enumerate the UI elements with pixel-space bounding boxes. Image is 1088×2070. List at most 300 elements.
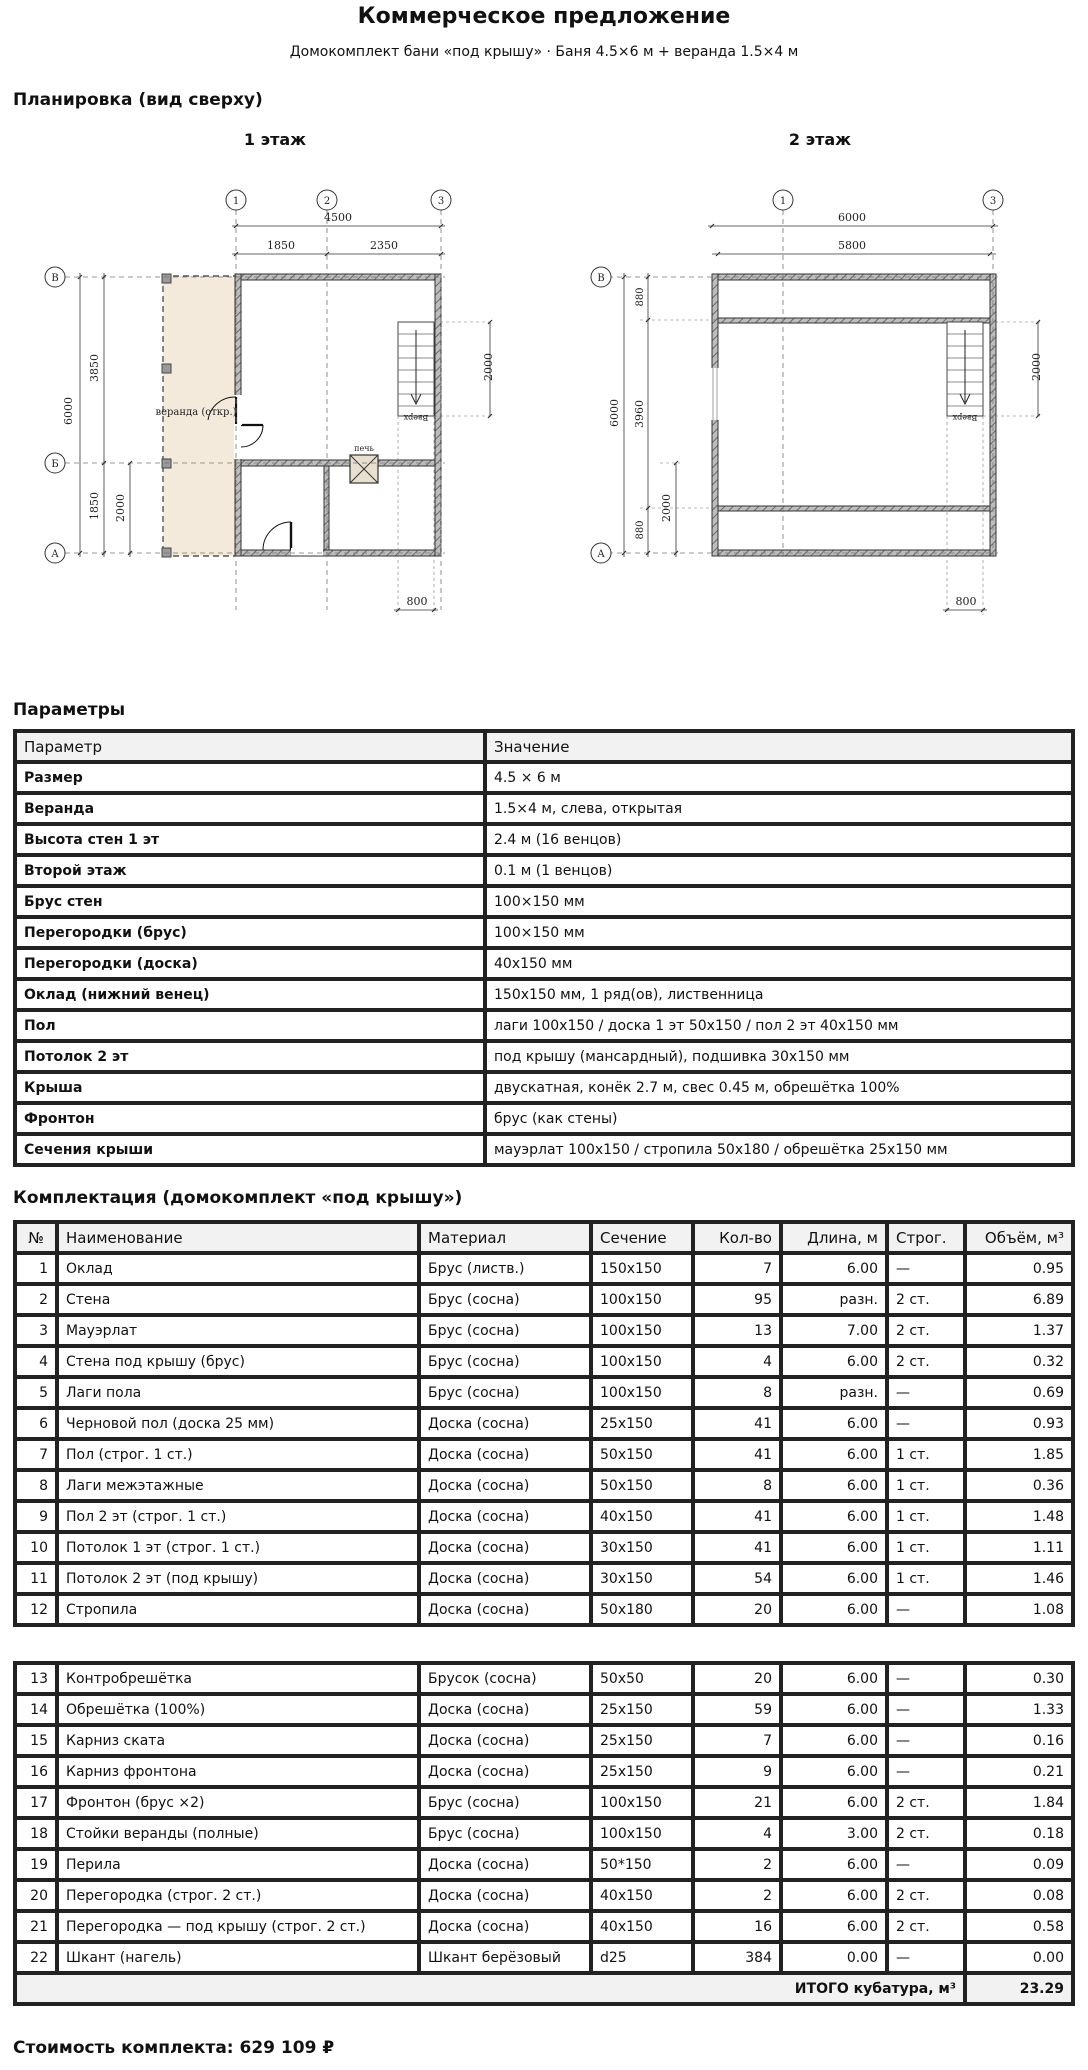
table-row	[15, 1408, 1073, 1439]
column-header: Строг.	[887, 1222, 965, 1253]
item-qty: 54	[693, 1563, 781, 1594]
param-name: Брус стен	[15, 886, 485, 917]
item-length: 6.00	[781, 1663, 887, 1694]
table-row	[15, 886, 1073, 917]
item-planing: 2 ст.	[887, 1315, 965, 1346]
item-section: 50x150	[591, 1439, 693, 1470]
item-planing: —	[887, 1408, 965, 1439]
item-length: 6.00	[781, 1694, 887, 1725]
item-qty: 4	[693, 1346, 781, 1377]
param-value: лаги 100x150 / доска 1 эт 50x150 / пол 2 эт 40x150 мм	[485, 1010, 1073, 1041]
dimension-label: 800	[406, 595, 428, 608]
kit-cost: Стоимость комплекта: 629 109 ₽	[13, 2038, 335, 2058]
item-length: 6.00	[781, 1501, 887, 1532]
param-name: Высота стен 1 эт	[15, 824, 485, 855]
item-volume: 0.93	[965, 1408, 1073, 1439]
axis-marker: Б	[51, 459, 59, 470]
item-planing: —	[887, 1253, 965, 1284]
item-name: Лаги межэтажные	[57, 1470, 419, 1501]
total-value: 23.29	[965, 1973, 1073, 2004]
dimension-label: 2000	[660, 494, 673, 522]
param-value: 100×150 мм	[485, 886, 1073, 917]
item-section: 40x150	[591, 1911, 693, 1942]
row-number: 4	[15, 1346, 57, 1377]
table-row	[15, 1725, 1073, 1756]
params-table	[13, 729, 1075, 1167]
item-name: Стена под крышу (брус)	[57, 1346, 419, 1377]
item-planing: —	[887, 1377, 965, 1408]
item-planing: 1 ст.	[887, 1439, 965, 1470]
item-volume: 1.33	[965, 1694, 1073, 1725]
axis-marker: 1	[232, 196, 240, 207]
page-subtitle: Домокомплект бани «под крышу» · Баня 4.5×6 м + веранда 1.5×4 м	[289, 44, 799, 60]
item-section: 50x180	[591, 1594, 693, 1625]
materials-table-continued	[13, 1661, 1075, 2006]
veranda-post	[162, 548, 171, 557]
param-name: Сечения крыши	[15, 1134, 485, 1165]
table-row	[15, 979, 1073, 1010]
item-name: Карниз ската	[57, 1725, 419, 1756]
item-length: 6.00	[781, 1725, 887, 1756]
item-volume: 0.32	[965, 1346, 1073, 1377]
table-row	[15, 1041, 1073, 1072]
item-planing: 2 ст.	[887, 1346, 965, 1377]
item-qty: 4	[693, 1818, 781, 1849]
item-name: Шкант (нагель)	[57, 1942, 419, 1973]
table-row	[15, 1663, 1073, 1694]
item-qty: 7	[693, 1725, 781, 1756]
item-qty: 16	[693, 1911, 781, 1942]
item-name: Потолок 2 эт (под крышу)	[57, 1563, 419, 1594]
item-material: Доска (сосна)	[419, 1849, 591, 1880]
item-qty: 9	[693, 1756, 781, 1787]
item-qty: 95	[693, 1284, 781, 1315]
item-planing: 2 ст.	[887, 1880, 965, 1911]
dimension-label: 4500	[324, 211, 352, 224]
item-qty: 7	[693, 1253, 781, 1284]
dimension-label: 1850	[267, 239, 295, 252]
item-material: Доска (сосна)	[419, 1439, 591, 1470]
item-material: Доска (сосна)	[419, 1756, 591, 1787]
item-volume: 0.21	[965, 1756, 1073, 1787]
axis-marker: В	[597, 273, 605, 284]
item-length: 6.00	[781, 1911, 887, 1942]
param-value: двускатная, конёк 2.7 м, свес 0.45 м, обрешётка 100%	[485, 1072, 1073, 1103]
item-material: Доска (сосна)	[419, 1594, 591, 1625]
item-length: 6.00	[781, 1346, 887, 1377]
param-value: 150x150 мм, 1 ряд(ов), лиственница	[485, 979, 1073, 1010]
row-number: 21	[15, 1911, 57, 1942]
table-row	[15, 1880, 1073, 1911]
table-header-row	[15, 1222, 1073, 1253]
column-header: Объём, м³	[965, 1222, 1073, 1253]
stair-label: Вверх	[403, 413, 429, 422]
item-volume: 0.36	[965, 1470, 1073, 1501]
floor1-plan	[45, 190, 495, 615]
table-header-row	[15, 731, 1073, 762]
column-header: Параметр	[15, 731, 485, 762]
param-value: мауэрлат 100x150 / стропила 50x180 / обрешётка 25x150 мм	[485, 1134, 1073, 1165]
table-row	[15, 1315, 1073, 1346]
item-planing: —	[887, 1849, 965, 1880]
floor1-title: 1 этаж	[243, 130, 307, 149]
row-number: 8	[15, 1470, 57, 1501]
column-header: Кол-во	[693, 1222, 781, 1253]
param-name: Размер	[15, 762, 485, 793]
item-volume: 1.84	[965, 1787, 1073, 1818]
table-row	[15, 1103, 1073, 1134]
item-volume: 1.46	[965, 1563, 1073, 1594]
row-number: 12	[15, 1594, 57, 1625]
total-label: ИТОГО кубатура, м³	[15, 1973, 965, 2004]
item-length: 6.00	[781, 1756, 887, 1787]
dimension-label: 3960	[633, 400, 646, 428]
item-length: 3.00	[781, 1818, 887, 1849]
table-row	[15, 948, 1073, 979]
item-planing: 2 ст.	[887, 1818, 965, 1849]
item-section: 100x150	[591, 1315, 693, 1346]
item-section: 50x50	[591, 1663, 693, 1694]
item-name: Перегородка — под крышу (строг. 2 ст.)	[57, 1911, 419, 1942]
item-material: Брус (сосна)	[419, 1315, 591, 1346]
table-row	[15, 1849, 1073, 1880]
dimension-label: 2000	[482, 353, 495, 381]
item-volume: 0.69	[965, 1377, 1073, 1408]
item-name: Обрешётка (100%)	[57, 1694, 419, 1725]
item-name: Контробрешётка	[57, 1663, 419, 1694]
item-name: Оклад	[57, 1253, 419, 1284]
param-name: Пол	[15, 1010, 485, 1041]
item-qty: 20	[693, 1663, 781, 1694]
row-number: 16	[15, 1756, 57, 1787]
table-row	[15, 824, 1073, 855]
item-name: Перегородка (строг. 2 ст.)	[57, 1880, 419, 1911]
veranda-post	[162, 459, 171, 468]
table-row	[15, 762, 1073, 793]
item-name: Фронтон (брус ×2)	[57, 1787, 419, 1818]
row-number: 2	[15, 1284, 57, 1315]
item-section: 100x150	[591, 1284, 693, 1315]
dimension-label: 880	[635, 520, 646, 540]
column-header: Наименование	[57, 1222, 419, 1253]
param-value: 4.5 × 6 м	[485, 762, 1073, 793]
item-material: Доска (сосна)	[419, 1563, 591, 1594]
item-section: 50*150	[591, 1849, 693, 1880]
item-length: 6.00	[781, 1563, 887, 1594]
row-number: 15	[15, 1725, 57, 1756]
item-length: 6.00	[781, 1594, 887, 1625]
item-name: Стропила	[57, 1594, 419, 1625]
row-number: 9	[15, 1501, 57, 1532]
table-row	[15, 1818, 1073, 1849]
item-section: 25x150	[591, 1694, 693, 1725]
item-name: Черновой пол (доска 25 мм)	[57, 1408, 419, 1439]
item-length: 7.00	[781, 1315, 887, 1346]
item-planing: 1 ст.	[887, 1470, 965, 1501]
table-row	[15, 1563, 1073, 1594]
table-row	[15, 1532, 1073, 1563]
item-volume: 0.18	[965, 1818, 1073, 1849]
item-name: Лаги пола	[57, 1377, 419, 1408]
total-row	[15, 1973, 1073, 2004]
table-row	[15, 1377, 1073, 1408]
param-name: Второй этаж	[15, 855, 485, 886]
dimension-label: 3850	[88, 354, 101, 382]
item-volume: 1.08	[965, 1594, 1073, 1625]
column-header: Сечение	[591, 1222, 693, 1253]
dimension-label: 2000	[114, 494, 127, 522]
row-number: 3	[15, 1315, 57, 1346]
veranda-post	[162, 274, 171, 283]
param-name: Веранда	[15, 793, 485, 824]
param-name: Оклад (нижний венец)	[15, 979, 485, 1010]
item-length: 6.00	[781, 1849, 887, 1880]
dimension-label: 1850	[88, 492, 101, 520]
item-material: Брус (сосна)	[419, 1377, 591, 1408]
floor2-plan	[591, 190, 1043, 615]
item-name: Потолок 1 эт (строг. 1 ст.)	[57, 1532, 419, 1563]
param-value: под крышу (мансардный), подшивка 30x150 мм	[485, 1041, 1073, 1072]
item-qty: 20	[693, 1594, 781, 1625]
item-volume: 1.48	[965, 1501, 1073, 1532]
item-material: Доска (сосна)	[419, 1501, 591, 1532]
item-section: 100x150	[591, 1346, 693, 1377]
item-length: 6.00	[781, 1408, 887, 1439]
param-value: 2.4 м (16 венцов)	[485, 824, 1073, 855]
column-header: Значение	[485, 731, 1073, 762]
item-planing: —	[887, 1725, 965, 1756]
param-value: 1.5×4 м, слева, открытая	[485, 793, 1073, 824]
item-qty: 2	[693, 1849, 781, 1880]
item-length: 6.00	[781, 1880, 887, 1911]
item-name: Пол 2 эт (строг. 1 ст.)	[57, 1501, 419, 1532]
item-length: 6.00	[781, 1787, 887, 1818]
item-qty: 2	[693, 1880, 781, 1911]
dimension-label: 6000	[62, 397, 75, 425]
table-row	[15, 855, 1073, 886]
item-section: 25x150	[591, 1725, 693, 1756]
item-planing: 1 ст.	[887, 1532, 965, 1563]
item-length: 6.00	[781, 1532, 887, 1563]
item-volume: 0.16	[965, 1725, 1073, 1756]
item-material: Доска (сосна)	[419, 1880, 591, 1911]
table-row	[15, 1072, 1073, 1103]
item-material: Брус (сосна)	[419, 1787, 591, 1818]
table-row	[15, 1346, 1073, 1377]
item-length: 6.00	[781, 1253, 887, 1284]
param-name: Фронтон	[15, 1103, 485, 1134]
params-heading: Параметры	[13, 700, 126, 720]
item-name: Перила	[57, 1849, 419, 1880]
item-material: Доска (сосна)	[419, 1408, 591, 1439]
row-number: 1	[15, 1253, 57, 1284]
row-number: 10	[15, 1532, 57, 1563]
table-row	[15, 917, 1073, 948]
item-planing: 2 ст.	[887, 1787, 965, 1818]
dimension-label: 6000	[838, 211, 866, 224]
item-material: Доска (сосна)	[419, 1694, 591, 1725]
axis-marker: А	[51, 549, 59, 560]
item-section: 100x150	[591, 1818, 693, 1849]
item-material: Доска (сосна)	[419, 1532, 591, 1563]
floor-plans-drawing	[0, 170, 1088, 620]
floor2-title: 2 этаж	[788, 130, 852, 149]
item-qty: 59	[693, 1694, 781, 1725]
dimension-label: 2000	[1030, 353, 1043, 381]
column-header: №	[15, 1222, 57, 1253]
item-qty: 13	[693, 1315, 781, 1346]
axis-marker: 3	[437, 196, 445, 207]
item-volume: 6.89	[965, 1284, 1073, 1315]
column-header: Материал	[419, 1222, 591, 1253]
item-length: 6.00	[781, 1470, 887, 1501]
item-qty: 8	[693, 1470, 781, 1501]
item-planing: —	[887, 1663, 965, 1694]
item-material: Брус (сосна)	[419, 1818, 591, 1849]
item-qty: 21	[693, 1787, 781, 1818]
item-length: 6.00	[781, 1439, 887, 1470]
item-section: 50x150	[591, 1470, 693, 1501]
item-volume: 0.00	[965, 1942, 1073, 1973]
item-material: Доска (сосна)	[419, 1470, 591, 1501]
row-number: 7	[15, 1439, 57, 1470]
materials-heading: Комплектация (домокомплект «под крышу»)	[13, 1188, 463, 1208]
page-title: Коммерческое предложение	[357, 4, 731, 29]
dimension-label: 5800	[838, 239, 866, 252]
stove-label: печь	[354, 444, 374, 453]
item-volume: 1.85	[965, 1439, 1073, 1470]
veranda-label: веранда (откр.)	[155, 407, 237, 418]
axis-marker: В	[51, 273, 59, 284]
row-number: 13	[15, 1663, 57, 1694]
param-value: 100×150 мм	[485, 917, 1073, 948]
stair-icon	[947, 322, 983, 416]
item-section: 25x150	[591, 1408, 693, 1439]
item-material: Доска (сосна)	[419, 1725, 591, 1756]
item-qty: 384	[693, 1942, 781, 1973]
item-material: Брус (сосна)	[419, 1284, 591, 1315]
table-row	[15, 1787, 1073, 1818]
item-planing: 1 ст.	[887, 1563, 965, 1594]
dimension-label: 800	[955, 595, 977, 608]
item-section: 40x150	[591, 1880, 693, 1911]
column-header: Длина, м	[781, 1222, 887, 1253]
item-section: 30x150	[591, 1563, 693, 1594]
axis-marker: А	[597, 549, 605, 560]
dimension-label: 2350	[370, 239, 398, 252]
table-row	[15, 1284, 1073, 1315]
item-name: Карниз фронтона	[57, 1756, 419, 1787]
veranda-post	[162, 364, 171, 373]
item-qty: 41	[693, 1439, 781, 1470]
table-row	[15, 1253, 1073, 1284]
item-section: 30x150	[591, 1532, 693, 1563]
stair-label: Вверх	[952, 413, 978, 422]
item-planing: 2 ст.	[887, 1911, 965, 1942]
axis-marker: 1	[779, 196, 787, 207]
item-volume: 0.30	[965, 1663, 1073, 1694]
table-row	[15, 1439, 1073, 1470]
row-number: 11	[15, 1563, 57, 1594]
item-qty: 41	[693, 1501, 781, 1532]
table-row	[15, 1010, 1073, 1041]
param-value: 0.1 м (1 венцов)	[485, 855, 1073, 886]
param-name: Перегородки (доска)	[15, 948, 485, 979]
item-section: 100x150	[591, 1377, 693, 1408]
item-section: 40x150	[591, 1501, 693, 1532]
table-row	[15, 1134, 1073, 1165]
item-volume: 0.95	[965, 1253, 1073, 1284]
param-value: брус (как стены)	[485, 1103, 1073, 1134]
table-row	[15, 1594, 1073, 1625]
item-qty: 41	[693, 1532, 781, 1563]
item-name: Стойки веранды (полные)	[57, 1818, 419, 1849]
item-name: Мауэрлат	[57, 1315, 419, 1346]
item-material: Шкант берёзовый	[419, 1942, 591, 1973]
item-planing: 2 ст.	[887, 1284, 965, 1315]
param-value: 40x150 мм	[485, 948, 1073, 979]
item-volume: 1.37	[965, 1315, 1073, 1346]
item-planing: 1 ст.	[887, 1501, 965, 1532]
axis-marker: 3	[989, 196, 997, 207]
item-name: Пол (строг. 1 ст.)	[57, 1439, 419, 1470]
item-qty: 8	[693, 1377, 781, 1408]
dimension-label: 6000	[608, 399, 621, 427]
table-row	[15, 1470, 1073, 1501]
item-planing: —	[887, 1756, 965, 1787]
item-material: Доска (сосна)	[419, 1911, 591, 1942]
row-number: 14	[15, 1694, 57, 1725]
table-row	[15, 1694, 1073, 1725]
item-length: разн.	[781, 1284, 887, 1315]
item-section: d25	[591, 1942, 693, 1973]
row-number: 5	[15, 1377, 57, 1408]
row-number: 17	[15, 1787, 57, 1818]
param-name: Перегородки (брус)	[15, 917, 485, 948]
item-section: 150x150	[591, 1253, 693, 1284]
row-number: 6	[15, 1408, 57, 1439]
item-planing: —	[887, 1694, 965, 1725]
item-name: Стена	[57, 1284, 419, 1315]
item-planing: —	[887, 1594, 965, 1625]
axis-marker: 2	[323, 196, 331, 207]
param-name: Потолок 2 эт	[15, 1041, 485, 1072]
item-section: 100x150	[591, 1787, 693, 1818]
item-length: 0.00	[781, 1942, 887, 1973]
table-row	[15, 1911, 1073, 1942]
item-volume: 0.09	[965, 1849, 1073, 1880]
item-volume: 0.08	[965, 1880, 1073, 1911]
table-row	[15, 793, 1073, 824]
materials-table	[13, 1220, 1075, 1627]
stair-icon	[398, 322, 434, 416]
row-number: 22	[15, 1942, 57, 1973]
item-volume: 0.58	[965, 1911, 1073, 1942]
table-row	[15, 1942, 1073, 1973]
item-qty: 41	[693, 1408, 781, 1439]
item-section: 25x150	[591, 1756, 693, 1787]
item-volume: 1.11	[965, 1532, 1073, 1563]
table-row	[15, 1756, 1073, 1787]
table-row	[15, 1501, 1073, 1532]
row-number: 18	[15, 1818, 57, 1849]
dimension-label: 880	[635, 287, 646, 307]
item-length: разн.	[781, 1377, 887, 1408]
item-material: Брус (листв.)	[419, 1253, 591, 1284]
param-name: Крыша	[15, 1072, 485, 1103]
item-material: Брус (сосна)	[419, 1346, 591, 1377]
item-planing: —	[887, 1942, 965, 1973]
